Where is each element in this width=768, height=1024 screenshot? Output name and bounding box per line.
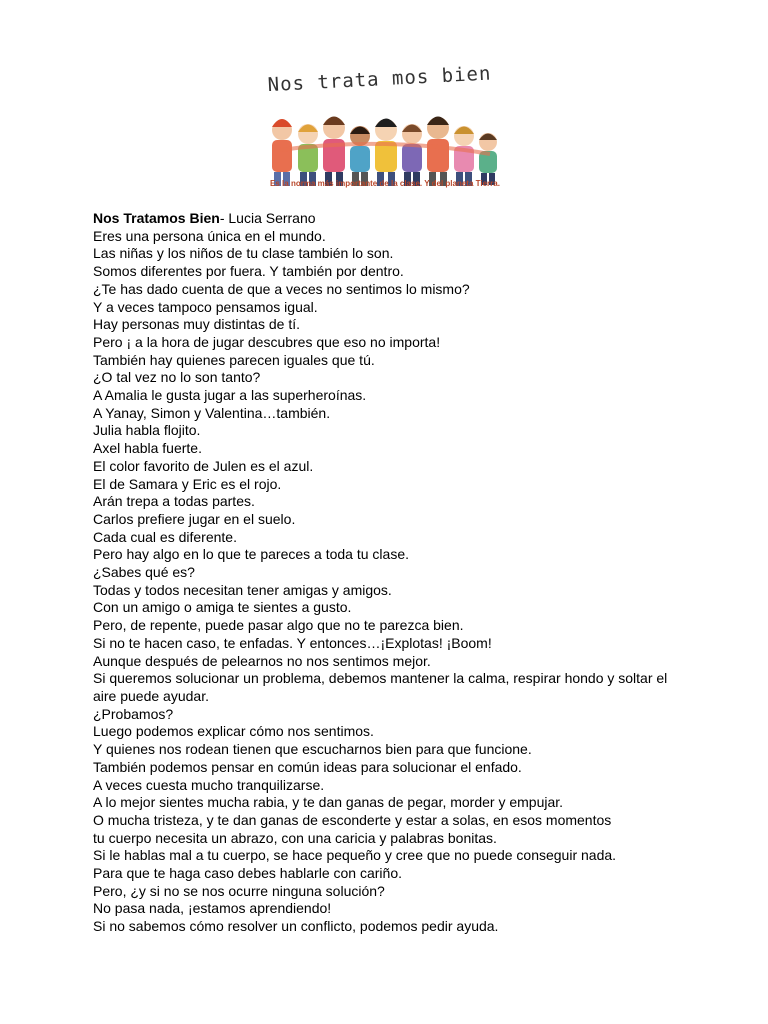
story-line: Hay personas muy distintas de tí. [93,316,300,333]
story-line: Para que te haga caso debes hablarle con cariño. [93,865,402,882]
story-line: tu cuerpo necesita un abrazo, con una caricia y palabras bonitas. [93,829,497,846]
story-line: También hay quienes parecen iguales que tú. [93,351,375,368]
story-line: Y quienes nos rodean tienen que escucharnos bien para que funcione. [93,741,532,758]
illustration-title: Nos trata mos bien [267,62,492,97]
story-line: ¿Probamos? [93,705,174,722]
story-line: Luego podemos explicar cómo nos sentimos. [93,723,374,740]
story-line: Si no te hacen caso, te enfadas. Y entonces…¡Explotas! ¡Boom! [93,634,492,651]
story-line: Y a veces tampoco pensamos igual. [93,298,318,315]
story-line: ¿O tal vez no lo son tanto? [93,369,261,386]
story-line: A lo mejor sientes mucha rabia, y te dan ganas de pegar, morder y empujar. [93,794,564,811]
story-line: Todas y todos necesitan tener amigas y amigos. [93,581,392,598]
story-line: Si le hablas mal a tu cuerpo, se hace pequeño y cree que no puede conseguir nada. [93,847,617,864]
story-line: ¿Te has dado cuenta de que a veces no sentimos lo mismo? [93,280,470,297]
story-heading [93,210,693,228]
header-illustration [260,64,510,194]
child-figure [323,117,345,187]
story-line: Pero ¡ a la hora de jugar descubres que eso no importa! [93,333,441,350]
story-line: ¿Sabes qué es? [93,564,195,581]
child-figure [427,117,449,187]
story-line: Axel habla fuerte. [93,440,202,457]
story-line: Con un amigo o amiga te sientes a gusto. [93,599,352,616]
story-line: aire puede ayudar. [93,687,209,704]
story-line: Cada cual es diferente. [93,528,237,545]
child-figure [272,119,292,186]
story-line: A Yanay, Simon y Valentina…también. [93,404,331,421]
story-line: También podemos pensar en común ideas para solucionar el enfado. [93,758,522,775]
story-line: A veces cuesta mucho tranquilizarse. [93,776,325,793]
story-title: Nos Tratamos Bien [93,210,220,226]
illustration-caption: Es la norma más importante de la clase. Y del planeta Tierra. [270,179,500,188]
child-figure [479,133,497,185]
story-line: Pero, ¿y si no se nos ocurre ninguna solución? [93,882,385,899]
child-figure [454,126,474,186]
story-line: Arán trepa a todas partes. [93,493,255,510]
child-figure [350,126,370,186]
story-text [93,210,693,936]
story-line: El de Samara y Eric es el rojo. [93,475,282,492]
story-line: Carlos prefiere jugar en el suelo. [93,510,296,527]
story-author: - Lucia Serrano [219,210,316,226]
story-line: Pero, de repente, puede pasar algo que no te parezca bien. [93,617,464,634]
story-line: Las niñas y los niños de tu clase también lo son. [93,245,394,262]
children-illustration [260,92,510,192]
story-line: No pasa nada, ¡estamos aprendiendo! [93,900,332,917]
story-line: Si queremos solucionar un problema, debemos mantener la calma, respirar hondo y soltar el [93,670,668,687]
story-line: O mucha tristeza, y te dan ganas de esconderte y estar a solas, en esos momentos [93,811,612,828]
child-figure [298,124,318,186]
story-line: El color favorito de Julen es el azul. [93,457,314,474]
story-line: Pero hay algo en lo que te pareces a toda tu clase. [93,546,409,563]
story-line: Julia habla flojito. [93,422,201,439]
story-line: Somos diferentes por fuera. Y también por dentro. [93,263,404,280]
story-line: Si no sabemos cómo resolver un conflicto, podemos pedir ayuda. [93,918,499,935]
child-figure [375,119,397,187]
story-line: Eres una persona única en el mundo. [93,227,326,244]
story-line: Aunque después de pelearnos no nos sentimos mejor. [93,652,431,669]
child-figure [402,124,422,186]
story-line: A Amalia le gusta jugar a las superheroínas. [93,387,367,404]
